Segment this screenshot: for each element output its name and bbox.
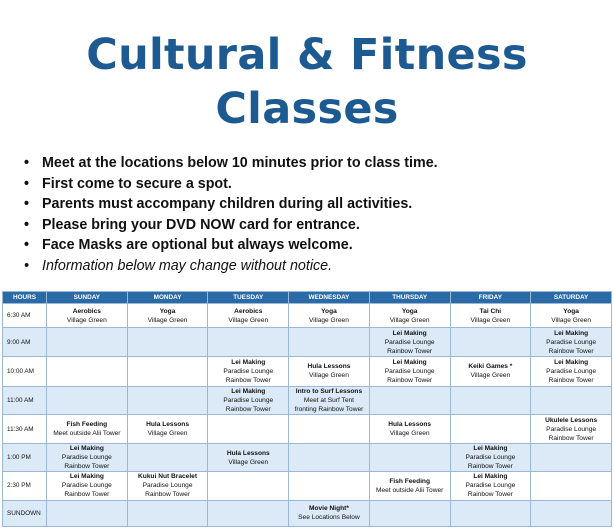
class-location: Paradise Lounge (546, 338, 597, 346)
hour-cell: 10:00 AM (3, 356, 47, 386)
class-location: Rainbow Tower (387, 376, 433, 384)
class-name: Lei Making (69, 445, 104, 453)
class-location: Rainbow Tower (64, 491, 110, 499)
class-name: Hula Lessons (146, 421, 189, 429)
class-name: Lei Making (473, 473, 508, 481)
class-cell (208, 304, 289, 328)
class-name: Ukulele Lessons (545, 416, 598, 424)
class-name: Hula Lessons (307, 363, 351, 371)
class-location: Paradise Lounge (384, 338, 435, 346)
class-cell (47, 356, 128, 386)
schedule-header-row (3, 292, 612, 304)
class-location: Rainbow Tower (225, 406, 271, 414)
class-cell (208, 356, 289, 386)
class-name: Yoga (159, 307, 176, 315)
class-location: Meet outside Alii Tower (53, 430, 121, 438)
instruction-item-notice: • Information below may change without notice. (24, 256, 438, 277)
class-cell (369, 387, 450, 415)
class-location: Rainbow Tower (225, 376, 271, 384)
schedule-row (3, 328, 612, 356)
bullet-icon: • (24, 216, 30, 233)
class-name: Keiki Games * (468, 363, 513, 371)
class-cell (531, 415, 612, 443)
class-name: Lei Making (473, 445, 508, 453)
schedule-row (3, 304, 612, 328)
class-location: Village Green (66, 316, 107, 324)
class-name: Yoga (401, 307, 418, 315)
class-location: Meet at Surf Tent (303, 397, 354, 405)
class-cell (208, 472, 289, 500)
hour-cell: 1:00 PM (3, 443, 47, 471)
class-name: Intro to Surf Lessons (295, 388, 363, 396)
class-name: Tai Chi (479, 307, 502, 315)
class-cell (450, 387, 531, 415)
class-name: Yoga (321, 307, 337, 315)
class-cell (531, 500, 612, 526)
class-cell (450, 415, 531, 443)
class-cell (289, 415, 370, 443)
class-location: Rainbow Tower (548, 434, 594, 442)
class-cell (47, 304, 128, 328)
class-cell (289, 304, 370, 328)
class-cell (369, 472, 450, 500)
class-cell (289, 328, 370, 356)
class-name: Lei Making (69, 473, 104, 481)
class-cell (531, 472, 612, 500)
schedule-row (3, 387, 612, 415)
class-cell (208, 415, 289, 443)
class-name: Hula Lessons (226, 449, 270, 457)
class-cell (531, 387, 612, 415)
class-cell (369, 356, 450, 386)
class-cell (450, 356, 531, 386)
class-cell (289, 443, 370, 471)
class-cell (289, 500, 370, 526)
header-sunday: SUNDAY (47, 292, 128, 304)
class-cell (369, 304, 450, 328)
class-cell (208, 387, 289, 415)
class-cell (47, 472, 128, 500)
class-cell (47, 500, 128, 526)
hour-cell: 6:30 AM (3, 304, 47, 328)
class-location: Paradise Lounge (465, 454, 516, 462)
class-cell (450, 304, 531, 328)
instruction-item: • Meet at the locations below 10 minutes prior to class time. (24, 153, 438, 174)
class-cell (127, 356, 208, 386)
class-name: Yoga (563, 307, 579, 315)
class-location: Paradise Lounge (546, 367, 597, 375)
class-cell (127, 387, 208, 415)
class-location: Paradise Lounge (465, 482, 516, 490)
class-location: Village Green (470, 372, 511, 380)
class-location: fronting Rainbow Tower (294, 406, 364, 414)
bullet-icon: • (24, 155, 30, 171)
header-tuesday: TUESDAY (208, 292, 289, 304)
class-location: Village Green (228, 316, 269, 324)
class-name: Lei Making (392, 329, 427, 337)
schedule-row (3, 415, 612, 443)
class-location: Paradise Lounge (61, 482, 112, 490)
class-location: Rainbow Tower (548, 347, 594, 355)
class-cell (127, 328, 208, 356)
class-name: Aerobics (234, 307, 263, 315)
class-name: Lei Making (554, 329, 589, 337)
class-cell (369, 443, 450, 471)
class-cell (450, 328, 531, 356)
class-cell (47, 328, 128, 356)
class-name: Movie Night* (308, 505, 349, 513)
class-cell (289, 472, 370, 500)
class-cell (208, 443, 289, 471)
class-cell (127, 443, 208, 471)
instruction-item: • Please bring your DVD NOW card for entrance. (24, 215, 438, 236)
class-name: Aerobics (72, 307, 101, 315)
class-cell (47, 443, 128, 471)
class-location: Village Green (389, 316, 430, 324)
class-cell (47, 415, 128, 443)
class-location: Paradise Lounge (546, 425, 597, 433)
class-cell (47, 387, 128, 415)
class-schedule-table (2, 291, 612, 527)
class-cell (208, 328, 289, 356)
bullet-icon: • (24, 237, 30, 253)
header-wednesday: WEDNESDAY (289, 292, 370, 304)
class-location: Village Green (147, 430, 188, 438)
class-location: Paradise Lounge (223, 397, 274, 405)
class-location: Rainbow Tower (145, 491, 191, 499)
instructions-list (24, 153, 438, 276)
header-hours: HOURS (3, 292, 47, 304)
title-line-1: Cultural & Fitness (86, 30, 528, 80)
class-cell (450, 472, 531, 500)
class-location: Paradise Lounge (384, 367, 435, 375)
class-cell (127, 472, 208, 500)
title-line-2: Classes (215, 84, 399, 134)
class-cell (450, 500, 531, 526)
class-name: Fish Feeding (389, 477, 430, 485)
class-location: Village Green (309, 372, 349, 380)
bullet-icon: • (24, 257, 30, 274)
class-name: Lei Making (554, 358, 589, 366)
instruction-item: • Face Masks are optional but always welcome. (24, 235, 438, 256)
class-cell (531, 304, 612, 328)
class-location: Village Green (551, 316, 592, 324)
class-name: Lei Making (231, 388, 266, 396)
class-location: See Locations Below (298, 514, 360, 522)
class-location: Paradise Lounge (223, 367, 274, 375)
class-location: Rainbow Tower (467, 463, 513, 471)
class-location: Village Green (309, 316, 349, 324)
class-location: Village Green (389, 430, 430, 438)
class-cell (289, 387, 370, 415)
header-thursday: THURSDAY (369, 292, 450, 304)
class-name: Fish Feeding (66, 421, 108, 429)
schedule-row (3, 356, 612, 386)
header-saturday: SATURDAY (531, 292, 612, 304)
class-cell (127, 304, 208, 328)
class-location: Rainbow Tower (467, 491, 513, 499)
class-location: Rainbow Tower (387, 347, 433, 355)
class-cell (127, 500, 208, 526)
hour-cell: 9:00 AM (3, 328, 47, 356)
class-cell (289, 356, 370, 386)
class-cell (531, 356, 612, 386)
hour-cell: 11:00 AM (3, 387, 47, 415)
class-cell (450, 443, 531, 471)
class-location: Rainbow Tower (64, 463, 110, 471)
hour-cell: 2:30 PM (3, 472, 47, 500)
header-friday: FRIDAY (450, 292, 531, 304)
class-cell (208, 500, 289, 526)
class-location: Village Green (228, 458, 269, 466)
class-cell (127, 415, 208, 443)
class-name: Lei Making (231, 358, 266, 366)
class-cell (369, 328, 450, 356)
bullet-icon: • (24, 196, 30, 212)
class-name: Hula Lessons (388, 421, 432, 429)
class-location: Meet outside Alii Tower (376, 486, 444, 494)
class-location: Paradise Lounge (142, 482, 193, 490)
schedule-row (3, 472, 612, 500)
instruction-item: • First come to secure a spot. (24, 174, 438, 195)
class-cell (531, 328, 612, 356)
hour-cell: 11:30 AM (3, 415, 47, 443)
header-monday: MONDAY (127, 292, 208, 304)
class-location: Rainbow Tower (548, 376, 594, 384)
class-cell (369, 415, 450, 443)
class-cell (369, 500, 450, 526)
class-cell (531, 443, 612, 471)
schedule-row (3, 443, 612, 471)
class-location: Village Green (147, 316, 188, 324)
page-title (0, 28, 614, 136)
hour-cell: SUNDOWN (3, 500, 47, 526)
schedule-row (3, 500, 612, 526)
class-name: Kukui Nut Bracelet (138, 473, 198, 481)
bullet-icon: • (24, 175, 30, 192)
class-name: Lei Making (392, 358, 427, 366)
class-location: Paradise Lounge (61, 454, 112, 462)
class-location: Village Green (470, 316, 511, 324)
instruction-item: • Parents must accompany children during all activities. (24, 194, 438, 215)
